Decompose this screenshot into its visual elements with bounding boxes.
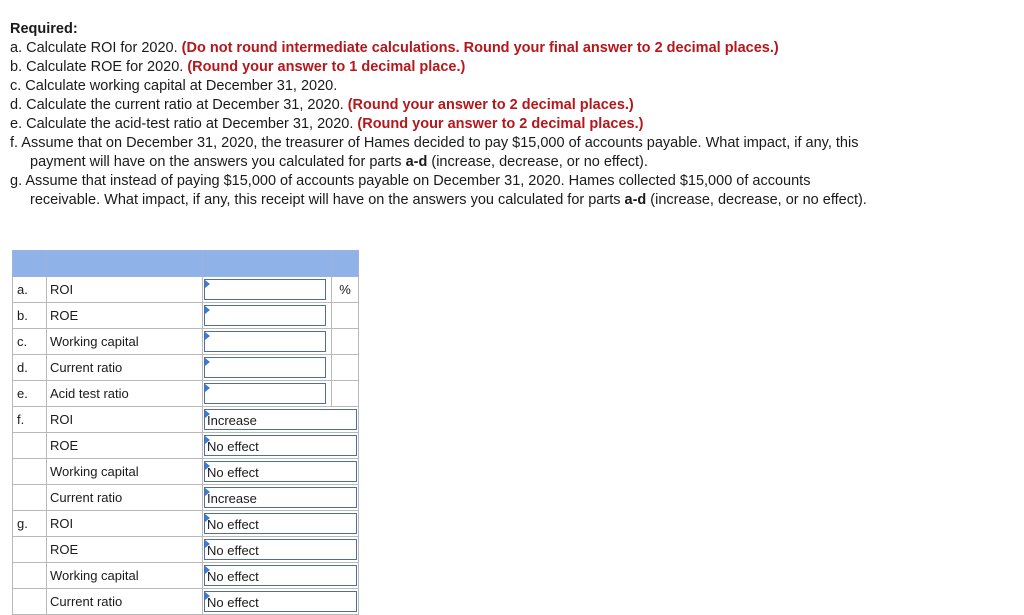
unit-cell xyxy=(332,355,359,381)
instruction-f-line2 xyxy=(10,153,1010,172)
answer-input[interactable] xyxy=(204,331,326,352)
table-row xyxy=(13,485,359,511)
instruction-e-note: (Round your answer to 2 decimal places.) xyxy=(357,116,644,132)
impact-select-value: No effect xyxy=(207,439,259,454)
answer-table xyxy=(12,250,359,615)
instruction-g-parts: a-d xyxy=(624,192,647,208)
instruction-g-tail: (increase, decrease, or no effect). xyxy=(646,192,867,208)
header-cell xyxy=(13,251,47,277)
instruction-f-line1: f. Assume that on December 31, 2020, the treasurer of Hames decided to pay $15,000 of accounts payable. What impact, if any, this xyxy=(10,135,859,151)
instruction-a-note: (Do not round intermediate calculations. Round your final answer to 2 decimal places.) xyxy=(181,40,779,56)
row-letter: d. xyxy=(13,355,47,381)
input-marker-icon xyxy=(205,280,210,288)
impact-select[interactable] xyxy=(204,409,357,430)
input-marker-icon xyxy=(205,358,210,366)
table-row xyxy=(13,537,359,563)
table-row xyxy=(13,511,359,537)
input-marker-icon xyxy=(205,306,210,314)
instruction-f-tail: (increase, decrease, or no effect). xyxy=(427,154,648,170)
answer-input-cell xyxy=(203,329,332,355)
instruction-c: c. Calculate working capital at December 31, 2020. xyxy=(10,78,338,94)
impact-select[interactable] xyxy=(204,487,357,508)
impact-select-cell xyxy=(203,589,359,615)
instruction-b xyxy=(10,58,1010,77)
instruction-b-text: b. Calculate ROE for 2020. xyxy=(10,59,188,75)
impact-select[interactable] xyxy=(204,591,357,612)
impact-select-cell xyxy=(203,485,359,511)
unit-cell xyxy=(332,329,359,355)
impact-select[interactable] xyxy=(204,565,357,586)
unit-cell: % xyxy=(332,277,359,303)
table-row xyxy=(13,589,359,615)
table-row xyxy=(13,329,359,355)
row-label: Acid test ratio xyxy=(47,381,203,407)
instruction-g-line2 xyxy=(10,191,1010,210)
answer-input-cell xyxy=(203,277,332,303)
table-row xyxy=(13,433,359,459)
table-row xyxy=(13,303,359,329)
answer-input-cell xyxy=(203,355,332,381)
table-row xyxy=(13,277,359,303)
instruction-e-text: e. Calculate the acid-test ratio at December 31, 2020. xyxy=(10,116,358,132)
unit-cell xyxy=(332,381,359,407)
impact-select-cell xyxy=(203,459,359,485)
table-row xyxy=(13,381,359,407)
row-label: Working capital xyxy=(47,329,203,355)
row-label: Current ratio xyxy=(47,355,203,381)
impact-select-cell xyxy=(203,563,359,589)
instruction-f-text: payment will have on the answers you calculated for parts xyxy=(30,154,406,170)
unit-cell xyxy=(332,303,359,329)
answer-input-cell xyxy=(203,381,332,407)
answer-input[interactable] xyxy=(204,383,326,404)
impact-select[interactable] xyxy=(204,539,357,560)
row-letter: f. xyxy=(13,407,47,433)
table-row xyxy=(13,355,359,381)
row-letter xyxy=(13,459,47,485)
row-label: ROE xyxy=(47,537,203,563)
instruction-d-text: d. Calculate the current ratio at December 31, 2020. xyxy=(10,97,348,113)
instruction-d-note: (Round your answer to 2 decimal places.) xyxy=(347,97,634,113)
table-row xyxy=(13,407,359,433)
row-label: ROI xyxy=(47,277,203,303)
instruction-e xyxy=(10,115,1010,134)
instruction-f-parts: a-d xyxy=(405,154,428,170)
impact-select[interactable] xyxy=(204,435,357,456)
row-label: Current ratio xyxy=(47,589,203,615)
required-heading: Required: xyxy=(10,21,78,37)
impact-select-cell xyxy=(203,433,359,459)
input-marker-icon xyxy=(205,384,210,392)
table-header-row xyxy=(13,251,359,277)
impact-select-value: No effect xyxy=(207,543,259,558)
instruction-b-note: (Round your answer to 1 decimal place.) xyxy=(187,59,466,75)
table-row xyxy=(13,563,359,589)
impact-select-cell xyxy=(203,537,359,563)
row-label: Working capital xyxy=(47,563,203,589)
answer-input[interactable] xyxy=(204,357,326,378)
row-label: ROI xyxy=(47,407,203,433)
instruction-a-text: a. Calculate ROI for 2020. xyxy=(10,40,182,56)
row-label: Current ratio xyxy=(47,485,203,511)
row-letter xyxy=(13,589,47,615)
impact-select-cell xyxy=(203,407,359,433)
instruction-a xyxy=(10,39,1010,58)
instruction-g-text: receivable. What impact, if any, this receipt will have on the answers you calculated for parts xyxy=(30,192,625,208)
row-letter xyxy=(13,485,47,511)
row-label: ROE xyxy=(47,433,203,459)
impact-select-value: Increase xyxy=(207,491,257,506)
row-letter: g. xyxy=(13,511,47,537)
row-letter: c. xyxy=(13,329,47,355)
impact-select-value: Increase xyxy=(207,413,257,428)
impact-select-cell xyxy=(203,511,359,537)
row-label: ROE xyxy=(47,303,203,329)
row-label: ROI xyxy=(47,511,203,537)
impact-select-value: No effect xyxy=(207,465,259,480)
impact-select[interactable] xyxy=(204,461,357,482)
row-letter xyxy=(13,537,47,563)
impact-select-value: No effect xyxy=(207,595,259,610)
answer-input-cell xyxy=(203,303,332,329)
instructions xyxy=(10,20,1010,210)
row-letter: e. xyxy=(13,381,47,407)
input-marker-icon xyxy=(205,332,210,340)
row-letter xyxy=(13,563,47,589)
table-row xyxy=(13,459,359,485)
row-letter: b. xyxy=(13,303,47,329)
answer-input[interactable] xyxy=(204,305,326,326)
row-letter xyxy=(13,433,47,459)
header-cell xyxy=(47,251,203,277)
row-label: Working capital xyxy=(47,459,203,485)
row-letter: a. xyxy=(13,277,47,303)
header-cell xyxy=(332,251,359,277)
impact-select-value: No effect xyxy=(207,569,259,584)
header-cell xyxy=(203,251,332,277)
impact-select-value: No effect xyxy=(207,517,259,532)
answer-input[interactable] xyxy=(204,279,326,300)
instruction-d xyxy=(10,96,1010,115)
impact-select[interactable] xyxy=(204,513,357,534)
instruction-g-line1: g. Assume that instead of paying $15,000 of accounts payable on December 31, 2020. Hames collected $15,000 of accounts xyxy=(10,173,811,189)
